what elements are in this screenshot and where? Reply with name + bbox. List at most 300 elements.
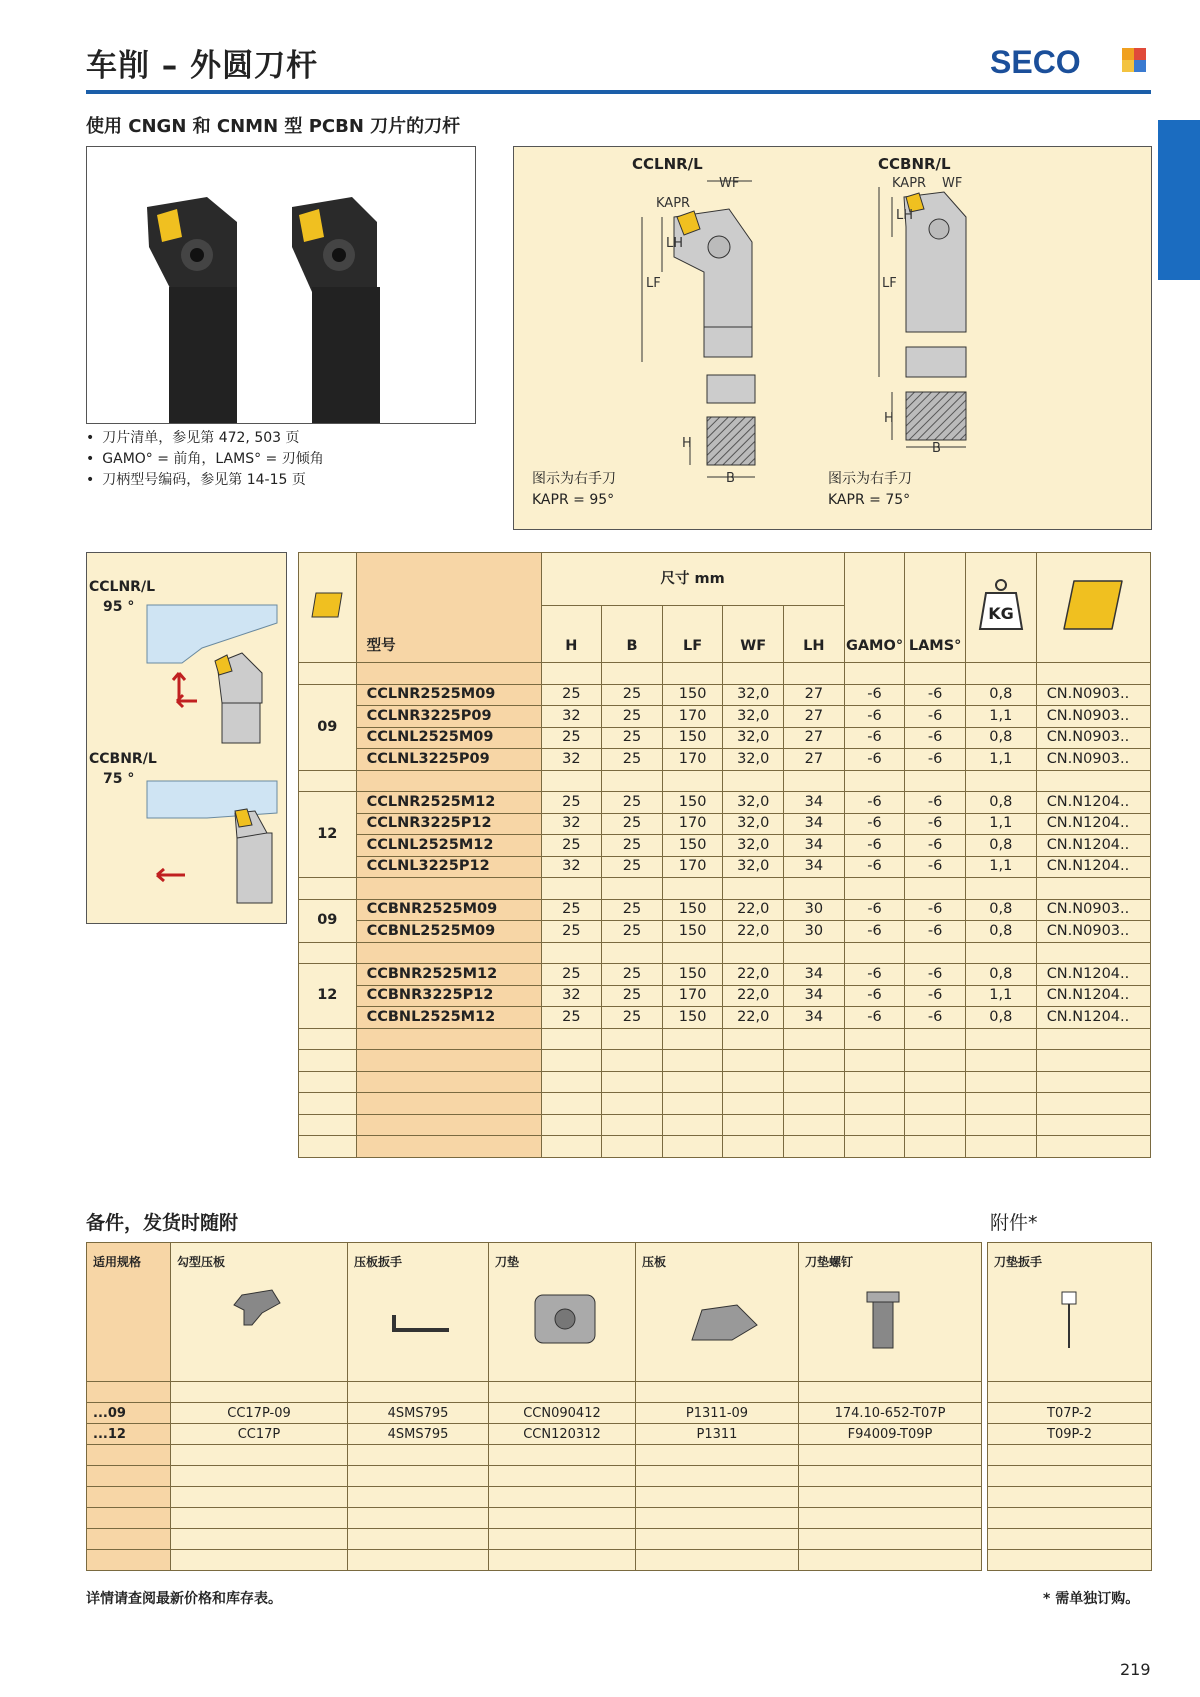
value-cell: 25 — [602, 727, 663, 749]
empty-cell — [965, 1114, 1036, 1136]
empty-cell — [905, 1028, 966, 1050]
empty-cell — [723, 1114, 784, 1136]
empty-cell — [356, 878, 541, 900]
empty-cell — [602, 1071, 663, 1093]
value-cell: 150 — [662, 964, 723, 986]
empty-cell — [844, 1093, 905, 1115]
approach-angle-diagram — [86, 552, 287, 924]
model-cell: CCBNR2525M12 — [356, 964, 541, 986]
empty-cell — [356, 663, 541, 685]
value-cell: 25 — [602, 706, 663, 728]
svg-text:KG: KG — [988, 603, 1014, 623]
empty-cell — [965, 770, 1036, 792]
empty-cell — [905, 942, 966, 964]
empty-cell — [602, 770, 663, 792]
accessories-title: 备件，发货时随附 — [86, 1212, 239, 1234]
empty-cell — [602, 663, 663, 685]
col-header: B — [602, 606, 663, 663]
empty-cell — [602, 1028, 663, 1050]
empty-cell — [844, 1028, 905, 1050]
acc-part-cell — [348, 1466, 489, 1487]
table-row — [299, 727, 1151, 749]
insert-code-cell: CN.N1204.. — [1036, 856, 1150, 878]
acc-part-cell — [799, 1550, 982, 1571]
dim-label: H — [682, 436, 692, 451]
empty-cell — [905, 1050, 966, 1072]
empty-cell — [299, 1028, 357, 1050]
acc-size-cell: ...09 — [87, 1403, 171, 1424]
empty-cell — [541, 1114, 602, 1136]
diagram-right-caption: 图示为右手刀 KAPR = 75° — [828, 471, 912, 508]
header-rule — [86, 90, 1151, 94]
value-cell: 25 — [541, 1007, 602, 1029]
value-cell: -6 — [844, 727, 905, 749]
value-cell: 25 — [541, 792, 602, 814]
model-header: 型号 — [356, 553, 541, 663]
empty-cell — [965, 1071, 1036, 1093]
spacer-row — [299, 770, 1151, 792]
value-cell: 25 — [602, 964, 663, 986]
table-row — [299, 856, 1151, 878]
empty-cell — [844, 770, 905, 792]
model-cell: CCLNL3225P12 — [356, 856, 541, 878]
logo-mark-icon — [1122, 48, 1146, 72]
spacer-row — [299, 1093, 1151, 1115]
empty-cell — [541, 1050, 602, 1072]
value-cell: 150 — [662, 899, 723, 921]
empty-cell — [662, 1093, 723, 1115]
table-row — [299, 899, 1151, 921]
value-cell: -6 — [905, 792, 966, 814]
value-cell: 25 — [541, 727, 602, 749]
value-cell: -6 — [844, 856, 905, 878]
empty-cell — [1036, 770, 1150, 792]
acc-part-cell: CC17P-09 — [171, 1403, 348, 1424]
acc-part-cell — [636, 1508, 799, 1529]
empty-cell — [844, 942, 905, 964]
acc-part-cell — [799, 1529, 982, 1550]
table-row — [299, 1007, 1151, 1029]
acc-header-shim-key: 刀垫扳手 — [988, 1243, 1152, 1382]
spacer-row — [87, 1487, 1152, 1508]
value-cell: 32 — [541, 813, 602, 835]
col-header: LF — [662, 606, 723, 663]
value-cell: 25 — [602, 684, 663, 706]
value-cell: -6 — [905, 706, 966, 728]
dimension-diagram — [513, 146, 1152, 530]
empty-cell — [1036, 878, 1150, 900]
empty-cell — [662, 942, 723, 964]
toolholder-photo — [86, 146, 476, 424]
empty-cell — [723, 770, 784, 792]
acc-part-cell: P1311-09 — [636, 1403, 799, 1424]
acc-part-cell — [171, 1445, 348, 1466]
empty-cell — [541, 942, 602, 964]
empty-cell — [905, 663, 966, 685]
acc-part-cell — [348, 1445, 489, 1466]
value-cell: -6 — [905, 835, 966, 857]
value-cell: 0,8 — [965, 835, 1036, 857]
insert-size-cell: 12 — [299, 964, 357, 1029]
insert-size-cell: 12 — [299, 792, 357, 878]
acc-part-cell — [988, 1529, 1152, 1550]
value-cell: 170 — [662, 749, 723, 771]
value-cell: 0,8 — [965, 899, 1036, 921]
empty-cell — [662, 663, 723, 685]
shim-screw-icon — [805, 1270, 975, 1360]
empty-cell — [1036, 663, 1150, 685]
acc-part-cell: P1311 — [636, 1424, 799, 1445]
diagram-right-label: CCBNR/L — [878, 155, 951, 173]
acc-size-cell — [87, 1466, 171, 1487]
empty-cell — [299, 1114, 357, 1136]
empty-cell — [356, 1028, 541, 1050]
insert-code-cell: CN.N0903.. — [1036, 899, 1150, 921]
value-cell: -6 — [844, 899, 905, 921]
value-cell: 0,8 — [965, 792, 1036, 814]
acc-part-cell — [489, 1445, 636, 1466]
empty-cell — [662, 1136, 723, 1158]
model-cell: CCBNL2525M09 — [356, 921, 541, 943]
insert-code-cell: CN.N0903.. — [1036, 727, 1150, 749]
value-cell: 34 — [784, 1007, 845, 1029]
table-row — [299, 985, 1151, 1007]
empty-cell — [356, 1093, 541, 1115]
acc-part-cell — [171, 1529, 348, 1550]
value-cell: 22,0 — [723, 921, 784, 943]
empty-cell — [356, 942, 541, 964]
value-cell: 150 — [662, 792, 723, 814]
empty-cell — [299, 1093, 357, 1115]
empty-cell — [662, 1114, 723, 1136]
acc-part-cell — [636, 1529, 799, 1550]
empty-cell — [541, 663, 602, 685]
table-row — [299, 835, 1151, 857]
empty-cell — [602, 1093, 663, 1115]
value-cell: 25 — [541, 899, 602, 921]
insert-size-cell: 09 — [299, 899, 357, 942]
value-cell: 32,0 — [723, 813, 784, 835]
value-cell: 150 — [662, 1007, 723, 1029]
value-cell: -6 — [905, 856, 966, 878]
shim-icon — [495, 1270, 625, 1360]
value-cell: -6 — [844, 792, 905, 814]
acc-header-shim: 刀垫 — [489, 1243, 636, 1382]
notes-list — [86, 428, 324, 491]
value-cell: 32,0 — [723, 727, 784, 749]
acc-part-cell — [171, 1466, 348, 1487]
empty-cell — [784, 1093, 845, 1115]
value-cell: 150 — [662, 921, 723, 943]
diagram-left-caption: 图示为右手刀 KAPR = 95° — [532, 471, 616, 508]
value-cell: 150 — [662, 835, 723, 857]
acc-part-cell — [988, 1445, 1152, 1466]
empty-cell — [541, 1136, 602, 1158]
spacer-row — [87, 1445, 1152, 1466]
empty-cell — [541, 1028, 602, 1050]
diagram-left-label: CCLNR/L — [632, 155, 703, 173]
insert-size-cell: 09 — [299, 684, 357, 770]
dim-label: WF — [719, 176, 740, 191]
acc-part-cell — [489, 1508, 636, 1529]
dim-label: WF — [942, 176, 963, 191]
acc-part-cell — [489, 1487, 636, 1508]
insert-code-cell: CN.N1204.. — [1036, 792, 1150, 814]
acc-size-cell — [87, 1529, 171, 1550]
acc-part-cell: CC17P — [171, 1424, 348, 1445]
spacer-row — [299, 1028, 1151, 1050]
value-cell: 170 — [662, 985, 723, 1007]
value-cell: 0,8 — [965, 684, 1036, 706]
value-cell: 25 — [541, 684, 602, 706]
acc-part-cell — [489, 1382, 636, 1403]
value-cell: -6 — [905, 684, 966, 706]
model-cell: CCLNL2525M12 — [356, 835, 541, 857]
value-cell: 25 — [602, 792, 663, 814]
acc-size-cell — [87, 1382, 171, 1403]
empty-cell — [541, 1071, 602, 1093]
value-cell: 25 — [602, 899, 663, 921]
spacer-row — [299, 878, 1151, 900]
table-row — [299, 813, 1151, 835]
acc-part-cell — [988, 1508, 1152, 1529]
dim-label: LH — [666, 236, 684, 251]
empty-cell — [723, 878, 784, 900]
value-cell: 32 — [541, 706, 602, 728]
empty-cell — [602, 878, 663, 900]
model-cell: CCBNR2525M09 — [356, 899, 541, 921]
insert-code-cell: CN.N1204.. — [1036, 964, 1150, 986]
acc-part-cell — [636, 1445, 799, 1466]
acc-part-cell — [988, 1487, 1152, 1508]
acc-part-cell — [348, 1487, 489, 1508]
optional-accessories-title: 附件* — [990, 1212, 1038, 1234]
empty-cell — [784, 663, 845, 685]
spacer-row — [299, 1136, 1151, 1158]
acc-part-cell — [636, 1466, 799, 1487]
acc-part-cell: T07P-2 — [988, 1403, 1152, 1424]
value-cell: 34 — [784, 985, 845, 1007]
value-cell: 0,8 — [965, 964, 1036, 986]
empty-cell — [784, 1028, 845, 1050]
empty-cell — [965, 1050, 1036, 1072]
col-header: LAMS° — [905, 553, 966, 663]
empty-cell — [299, 1136, 357, 1158]
chapter-tab — [1158, 120, 1200, 280]
model-cell: CCLNL2525M09 — [356, 727, 541, 749]
insert-code-cell: CN.N1204.. — [1036, 835, 1150, 857]
value-cell: -6 — [844, 684, 905, 706]
empty-cell — [723, 942, 784, 964]
spacer-row — [299, 1114, 1151, 1136]
empty-cell — [1036, 1136, 1150, 1158]
dim-label: LF — [646, 276, 661, 291]
value-cell: 34 — [784, 792, 845, 814]
value-cell: 27 — [784, 706, 845, 728]
value-cell: 25 — [602, 749, 663, 771]
empty-cell — [1036, 1093, 1150, 1115]
spacer-row — [87, 1550, 1152, 1571]
acc-part-cell — [171, 1508, 348, 1529]
accessories-table — [86, 1242, 1152, 1571]
empty-cell — [541, 878, 602, 900]
model-cell: CCLNR3225P12 — [356, 813, 541, 835]
value-cell: 25 — [602, 921, 663, 943]
value-cell: 25 — [602, 813, 663, 835]
insert-code-cell: CN.N1204.. — [1036, 1007, 1150, 1029]
empty-cell — [905, 1136, 966, 1158]
dim-label: B — [932, 441, 941, 456]
empty-cell — [844, 878, 905, 900]
acc-part-cell — [636, 1487, 799, 1508]
value-cell: 0,8 — [965, 727, 1036, 749]
empty-cell — [541, 770, 602, 792]
value-cell: 0,8 — [965, 921, 1036, 943]
model-cell: CCLNR2525M09 — [356, 684, 541, 706]
spacer-row — [299, 1071, 1151, 1093]
acc-part-cell — [171, 1487, 348, 1508]
model-cell: CCLNR3225P09 — [356, 706, 541, 728]
empty-cell — [662, 1050, 723, 1072]
dim-label: LF — [882, 276, 897, 291]
dimension-header: 尺寸 mm — [541, 553, 844, 606]
note-item: • GAMO° = 前角，LAMS° = 刃倾角 — [86, 449, 324, 470]
empty-cell — [844, 663, 905, 685]
empty-cell — [784, 1071, 845, 1093]
value-cell: 32,0 — [723, 835, 784, 857]
insert-shape-icon — [299, 553, 357, 663]
acc-part-cell: 174.10-652-T07P — [799, 1403, 982, 1424]
empty-cell — [1036, 1114, 1150, 1136]
value-cell: -6 — [844, 813, 905, 835]
acc-header-clamp: 勾型压板 — [171, 1243, 348, 1382]
spacer-row — [87, 1508, 1152, 1529]
value-cell: -6 — [905, 921, 966, 943]
spacer-row — [299, 663, 1151, 685]
empty-cell — [844, 1114, 905, 1136]
spacer-row — [87, 1382, 1152, 1403]
acc-size-cell: ...12 — [87, 1424, 171, 1445]
spacer-row — [87, 1466, 1152, 1487]
acc-part-cell: 4SMS795 — [348, 1403, 489, 1424]
value-cell: 32,0 — [723, 706, 784, 728]
acc-part-cell — [799, 1445, 982, 1466]
empty-cell — [905, 1093, 966, 1115]
value-cell: 22,0 — [723, 899, 784, 921]
empty-cell — [662, 1071, 723, 1093]
acc-header-plate: 压板 — [636, 1243, 799, 1382]
empty-cell — [356, 1136, 541, 1158]
value-cell: 0,8 — [965, 1007, 1036, 1029]
value-cell: -6 — [844, 706, 905, 728]
empty-cell — [662, 770, 723, 792]
spec-table — [298, 552, 1151, 1158]
value-cell: 27 — [784, 684, 845, 706]
value-cell: 32,0 — [723, 684, 784, 706]
value-cell: 1,1 — [965, 749, 1036, 771]
mini-label-2: CCBNR/L 75 ° — [89, 751, 157, 787]
value-cell: -6 — [844, 921, 905, 943]
insert-code-cell: CN.N0903.. — [1036, 921, 1150, 943]
value-cell: 150 — [662, 727, 723, 749]
empty-cell — [723, 1136, 784, 1158]
dim-label: B — [726, 471, 735, 486]
empty-cell — [356, 1050, 541, 1072]
empty-cell — [905, 878, 966, 900]
mini-label-1: CCLNR/L 95 ° — [89, 579, 156, 615]
acc-size-cell — [87, 1445, 171, 1466]
col-header: H — [541, 606, 602, 663]
value-cell: -6 — [905, 727, 966, 749]
empty-cell — [844, 1136, 905, 1158]
empty-cell — [723, 1071, 784, 1093]
insert-code-cell: CN.N0903.. — [1036, 749, 1150, 771]
value-cell: 1,1 — [965, 706, 1036, 728]
empty-cell — [905, 770, 966, 792]
value-cell: 32,0 — [723, 749, 784, 771]
acc-header: 适用规格 — [87, 1243, 171, 1382]
value-cell: -6 — [844, 749, 905, 771]
acc-part-cell — [799, 1382, 982, 1403]
col-header: WF — [723, 606, 784, 663]
weight-icon — [965, 553, 1036, 663]
empty-cell — [965, 1093, 1036, 1115]
empty-cell — [844, 1050, 905, 1072]
insert-code-cell: CN.N1204.. — [1036, 813, 1150, 835]
acc-part-cell — [171, 1382, 348, 1403]
table-row — [87, 1403, 1152, 1424]
page-subtitle: 使用 CNGN 和 CNMN 型 PCBN 刀片的刀杆 — [86, 116, 461, 137]
acc-part-cell: F94009-T09P — [799, 1424, 982, 1445]
acc-part-cell: CCN090412 — [489, 1403, 636, 1424]
value-cell: 32,0 — [723, 856, 784, 878]
empty-cell — [1036, 942, 1150, 964]
empty-cell — [356, 1071, 541, 1093]
empty-cell — [965, 878, 1036, 900]
value-cell: 170 — [662, 813, 723, 835]
empty-cell — [1036, 1050, 1150, 1072]
acc-header-screw: 刀垫螺钉 — [799, 1243, 982, 1382]
empty-cell — [356, 770, 541, 792]
table-row — [299, 684, 1151, 706]
empty-cell — [723, 1028, 784, 1050]
table-row — [299, 792, 1151, 814]
value-cell: 150 — [662, 684, 723, 706]
empty-cell — [356, 1114, 541, 1136]
empty-cell — [723, 1050, 784, 1072]
model-cell: CCLNR2525M12 — [356, 792, 541, 814]
table-row — [299, 964, 1151, 986]
value-cell: 1,1 — [965, 985, 1036, 1007]
empty-cell — [965, 663, 1036, 685]
acc-part-cell — [799, 1487, 982, 1508]
value-cell: 34 — [784, 856, 845, 878]
value-cell: -6 — [844, 985, 905, 1007]
dim-label: KAPR — [656, 196, 691, 211]
value-cell: -6 — [905, 899, 966, 921]
value-cell: 25 — [602, 856, 663, 878]
empty-cell — [723, 663, 784, 685]
empty-cell — [965, 1028, 1036, 1050]
clamp-plate-icon — [642, 1270, 792, 1360]
acc-part-cell — [348, 1382, 489, 1403]
empty-cell — [784, 1136, 845, 1158]
empty-cell — [662, 878, 723, 900]
value-cell: 22,0 — [723, 1007, 784, 1029]
value-cell: 22,0 — [723, 964, 784, 986]
value-cell: 1,1 — [965, 813, 1036, 835]
acc-part-cell — [348, 1508, 489, 1529]
